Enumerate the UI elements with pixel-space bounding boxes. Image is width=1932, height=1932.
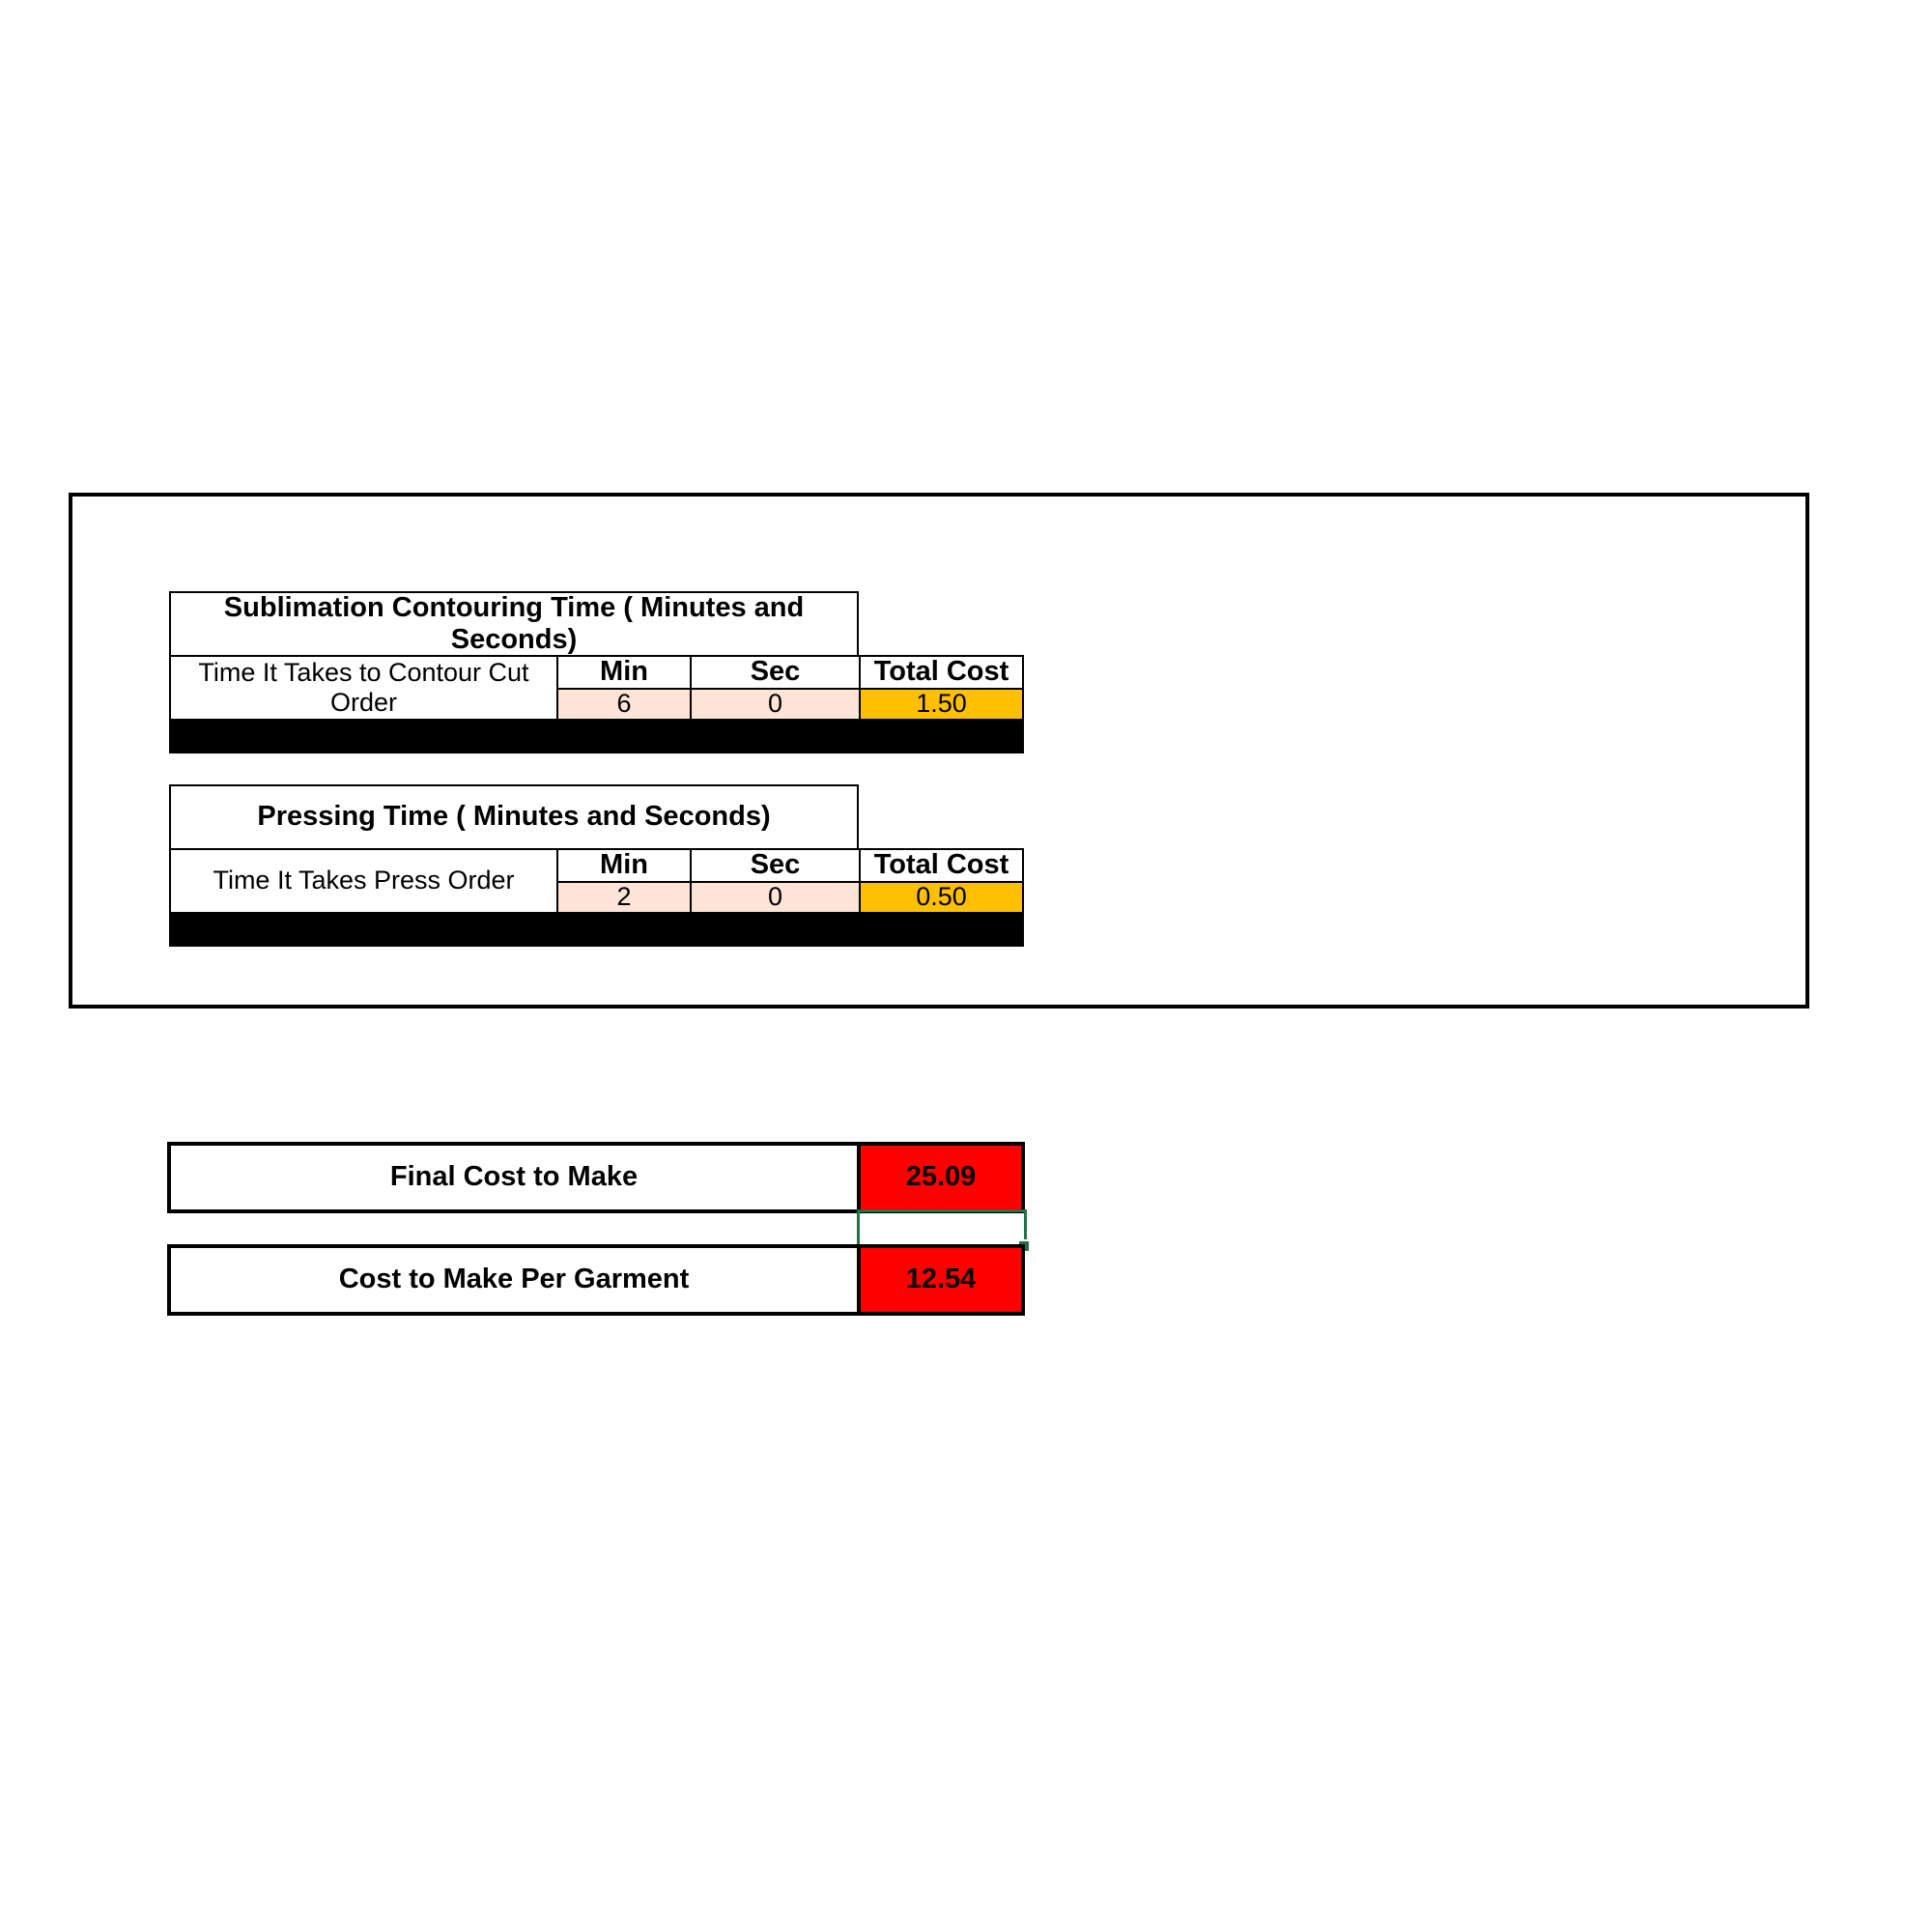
pressing-total-header[interactable]: Total Cost	[859, 848, 1024, 883]
final-cost-value[interactable]: 25.09	[857, 1142, 1025, 1213]
sublimation-total-header[interactable]: Total Cost	[859, 655, 1024, 690]
pressing-divider-bar	[169, 912, 1024, 947]
sublimation-title[interactable]: Sublimation Contouring Time ( Minutes and Seconds)	[169, 591, 859, 657]
sublimation-min-header[interactable]: Min	[556, 655, 692, 690]
sublimation-row-label[interactable]: Time It Takes to Contour Cut Order	[169, 655, 558, 721]
sublimation-sec-input[interactable]: 0	[690, 688, 861, 721]
selected-cell-outline[interactable]	[857, 1209, 1027, 1248]
pressing-title[interactable]: Pressing Time ( Minutes and Seconds)	[169, 784, 859, 850]
sublimation-sec-header[interactable]: Sec	[690, 655, 861, 690]
sublimation-divider-bar	[169, 719, 1024, 753]
per-garment-value[interactable]: 12.54	[857, 1244, 1025, 1316]
final-cost-label[interactable]: Final Cost to Make	[167, 1142, 861, 1213]
per-garment-label[interactable]: Cost to Make Per Garment	[167, 1244, 861, 1316]
sublimation-min-input[interactable]: 6	[556, 688, 692, 721]
pressing-total-cost[interactable]: 0.50	[859, 881, 1024, 914]
pressing-min-input[interactable]: 2	[556, 881, 692, 914]
pressing-min-header[interactable]: Min	[556, 848, 692, 883]
pressing-row-label[interactable]: Time It Takes Press Order	[169, 848, 558, 914]
sublimation-total-cost[interactable]: 1.50	[859, 688, 1024, 721]
pressing-sec-input[interactable]: 0	[690, 881, 861, 914]
pressing-sec-header[interactable]: Sec	[690, 848, 861, 883]
